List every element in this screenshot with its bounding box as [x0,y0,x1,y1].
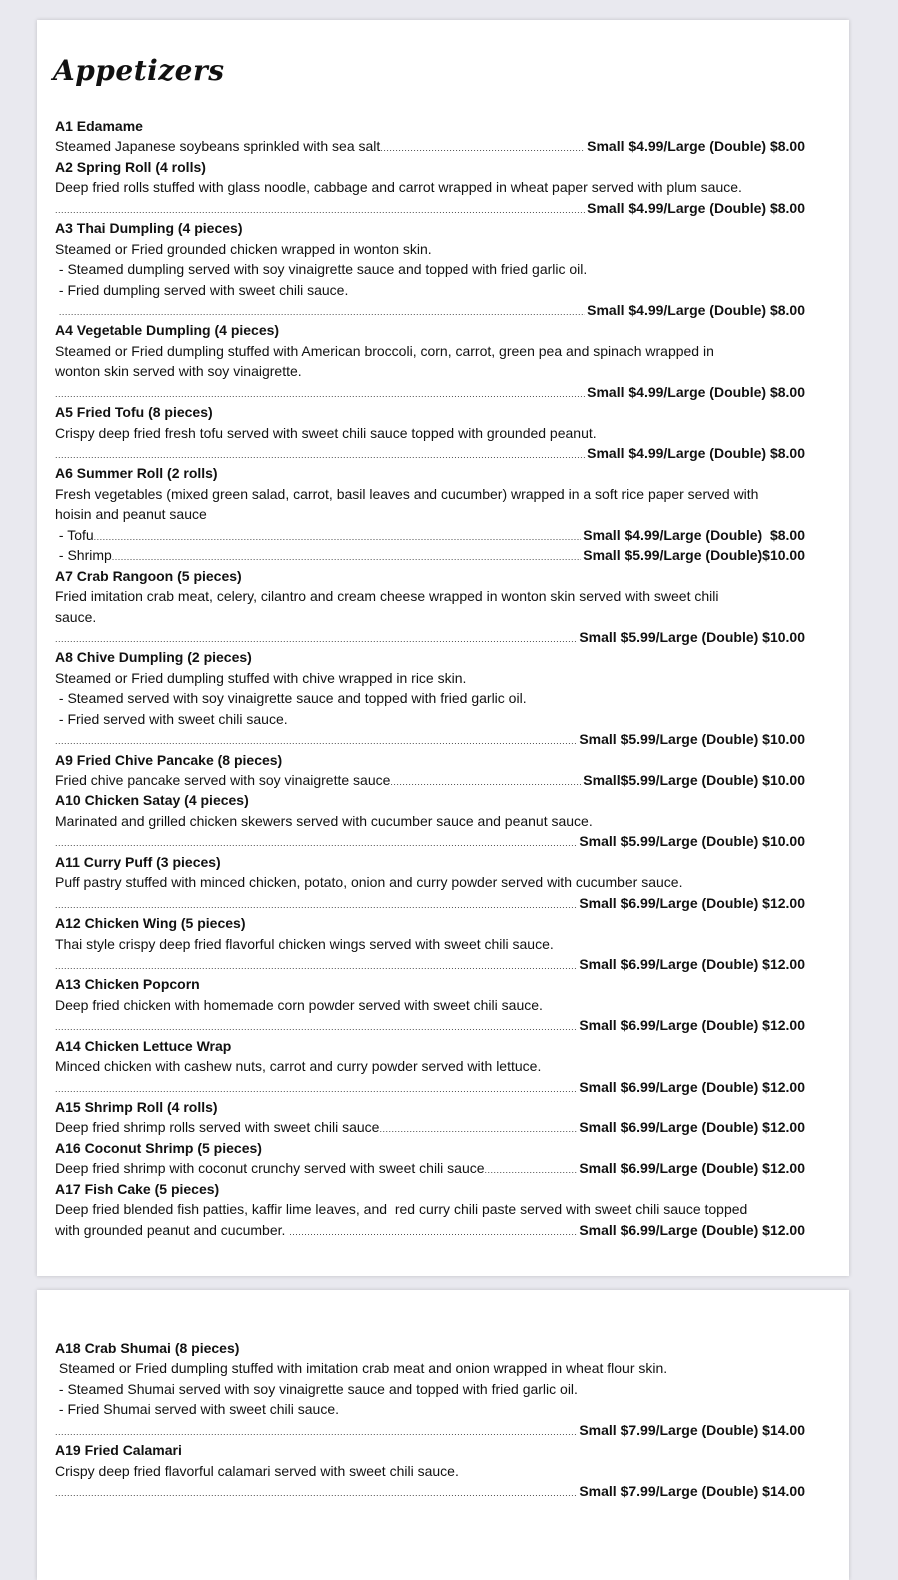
item-name: A11 Curry Puff (3 pieces) [55,853,221,870]
price-row [55,1117,805,1137]
item-description: Fresh vegetables (mixed green salad, carrot, basil leaves and cucumber) wrapped in a soft rice paper served with [55,485,759,502]
dot-leader [55,1077,577,1099]
item-name: A10 Chicken Satay (4 pieces) [55,792,249,809]
item-name: A17 Fish Cake (5 pieces) [55,1180,220,1197]
menu-item [55,750,805,791]
dot-leader [55,1420,577,1442]
item-name: A3 Thai Dumpling (4 pieces) [55,220,243,237]
item-price: Small $4.99/Large (Double) $8.00 [587,138,805,155]
item-price: Small$5.99/Large (Double) $10.00 [583,772,805,788]
price-row [55,1420,805,1440]
item-price: Small $5.99/Large (Double) $10.00 [579,833,805,850]
dot-leader [55,198,585,220]
item-description: Marinated and grilled chicken skewers served with cucumber sauce and peanut sauce. [55,812,593,829]
item-price: Small $6.99/Large (Double) $12.00 [579,1017,805,1034]
menu-page-2 [37,1290,849,1580]
item-name: A4 Vegetable Dumpling (4 pieces) [55,322,280,339]
item-name: A19 Fried Calamari [55,1442,182,1459]
menu-item [55,402,805,463]
price-row [55,1481,805,1501]
price-row-text: with grounded peanut and cucumber. [55,1221,290,1238]
item-price: Small $6.99/Large (Double) $12.00 [579,894,805,911]
dot-leader [55,443,585,465]
menu-item [55,1179,805,1240]
section-title: Appetizers [53,54,225,87]
item-price: Small $6.99/Large (Double) $12.00 [579,1119,805,1136]
item-description: - Steamed served with soy vinaigrette sauce and topped with fried garlic oil. [55,690,527,707]
menu-item [55,218,805,320]
item-price: Small $4.99/Large (Double) $8.00 [583,526,805,543]
item-description: Crispy deep fried fresh tofu served with sweet chili sauce topped with grounded peanut. [55,424,597,441]
price-row [55,831,805,851]
menu-item [55,852,805,913]
menu-item [55,566,805,648]
dot-leader [289,1220,577,1242]
price-row [55,893,805,913]
price-row [55,136,805,156]
dot-leader [55,382,585,404]
dot-leader [55,729,577,751]
item-description: Crispy deep fried flavorful calamari served with sweet chili sauce. [55,1462,459,1479]
dot-leader [485,1158,578,1180]
item-name: A9 Fried Chive Pancake (8 pieces) [55,751,283,768]
item-description: hoisin and peanut sauce [55,506,207,523]
price-row-text: - Shrimp [55,547,112,564]
item-description: Minced chicken with cashew nuts, carrot and curry powder served with lettuce. [55,1058,542,1075]
menu-item [55,463,805,565]
menu-item [55,790,805,851]
menu-item [55,1338,805,1440]
item-price: Small $6.99/Large (Double) $12.00 [579,1160,805,1177]
price-row-text: Deep fried shrimp with coconut crunchy served with sweet chili sauce [55,1160,485,1177]
item-name: A8 Chive Dumpling (2 pieces) [55,649,252,666]
menu-item [55,1440,805,1501]
item-name: A12 Chicken Wing (5 pieces) [55,915,246,932]
dot-leader [55,1015,577,1037]
item-name: A15 Shrimp Roll (4 rolls) [55,1099,218,1115]
item-name: A6 Summer Roll (2 rolls) [55,465,218,482]
price-row [55,525,805,545]
price-row [55,1220,805,1240]
dot-leader [380,136,585,158]
menu-item [55,913,805,974]
dot-leader [390,770,581,792]
item-price: Small $6.99/Large (Double) $12.00 [579,955,805,972]
item-description: - Steamed Shumai served with soy vinaigrette sauce and topped with fried garlic oil. [55,1380,578,1397]
price-row-text: Fried chive pancake served with soy vinaigrette sauce [55,772,391,788]
item-price: Small $5.99/Large (Double) $10.00 [579,628,805,645]
price-row [55,729,805,749]
menu-item [55,1097,805,1138]
item-name: A5 Fried Tofu (8 pieces) [55,404,213,421]
dot-leader [59,300,585,322]
menu-item [55,157,805,218]
price-row-text: Steamed Japanese soybeans sprinkled with sea salt [55,138,381,155]
item-price: Small $7.99/Large (Double) $14.00 [579,1483,805,1500]
item-description: Steamed or Fried grounded chicken wrapped in wonton skin. [55,240,432,257]
item-description: Deep fried chicken with homemade corn powder served with sweet chili sauce. [55,996,543,1013]
dot-leader [55,893,577,915]
price-row [55,1015,805,1035]
item-price: Small $5.99/Large (Double) $10.00 [579,731,805,748]
appetizer-list-continued [55,1338,805,1502]
menu-item [55,1138,805,1179]
dot-leader [379,1117,577,1139]
price-row [55,1158,805,1178]
item-name: A16 Coconut Shrimp (5 pieces) [55,1139,262,1156]
price-row [55,300,805,320]
item-description: Steamed or Fried dumpling stuffed with American broccoli, corn, carrot, green pea and spinach wrapped in [55,342,714,359]
dot-leader [94,525,582,547]
item-price: Small $5.99/Large (Double)$10.00 [583,547,805,564]
item-description: Deep fried blended fish patties, kaffir lime leaves, and red curry chili paste served with sweet chili sauce topped [55,1201,748,1218]
item-description: Puff pastry stuffed with minced chicken, potato, onion and curry powder served with cucumber sauce. [55,874,683,891]
price-row [55,770,805,790]
item-description: sauce. [55,608,97,625]
item-name: A2 Spring Roll (4 rolls) [55,158,206,175]
item-price: Small $7.99/Large (Double) $14.00 [579,1421,805,1438]
price-row [55,545,805,565]
dot-leader [55,627,577,649]
item-price: Small $4.99/Large (Double) $8.00 [587,383,805,400]
price-row [55,443,805,463]
appetizer-list [55,116,805,1240]
item-price: Small $4.99/Large (Double) $8.00 [587,199,805,216]
item-name: A1 Edamame [55,118,143,134]
dot-leader [55,831,577,853]
price-row [55,627,805,647]
menu-item [55,974,805,1035]
price-row [55,954,805,974]
item-description: - Steamed dumpling served with soy vinaigrette sauce and topped with fried garlic oil. [55,261,588,278]
dot-leader [112,545,581,567]
item-price: Small $4.99/Large (Double) $8.00 [587,301,805,318]
item-price: Small $6.99/Large (Double) $12.00 [579,1078,805,1095]
item-description: Fried imitation crab meat, celery, cilantro and cream cheese wrapped in wonton skin served with sweet chili [55,588,719,605]
item-name: A13 Chicken Popcorn [55,976,200,993]
item-price: Small $6.99/Large (Double) $12.00 [579,1221,805,1238]
item-description: Deep fried rolls stuffed with glass noodle, cabbage and carrot wrapped in wheat paper served with plum sauce. [55,179,742,196]
item-description: Thai style crispy deep fried flavorful chicken wings served with sweet chili sauce. [55,935,554,952]
dot-leader [55,1481,577,1503]
item-name: A14 Chicken Lettuce Wrap [55,1037,232,1054]
item-description: - Fried Shumai served with sweet chili sauce. [55,1401,339,1418]
item-name: A18 Crab Shumai (8 pieces) [55,1340,240,1356]
item-description: - Fried dumpling served with sweet chili sauce. [55,281,349,298]
menu-page-1 [37,20,849,1276]
menu-item [55,1036,805,1097]
menu-item [55,320,805,402]
item-price: Small $4.99/Large (Double) $8.00 [587,445,805,461]
menu-item [55,116,805,157]
item-description: - Fried served with sweet chili sauce. [55,710,288,727]
price-row-text: Deep fried shrimp rolls served with sweet chili sauce [55,1119,380,1136]
item-description: Steamed or Fried dumpling stuffed with chive wrapped in rice skin. [55,669,467,686]
price-row-text: - Tofu [55,526,94,543]
dot-leader [55,954,577,976]
menu-item [55,647,805,749]
item-description: Steamed or Fried dumpling stuffed with imitation crab meat and onion wrapped in wheat flour skin. [55,1360,668,1377]
price-row [55,382,805,402]
item-description: wonton skin served with soy vinaigrette. [55,363,302,380]
price-row [55,1077,805,1097]
item-name: A7 Crab Rangoon (5 pieces) [55,567,242,584]
price-row [55,198,805,218]
